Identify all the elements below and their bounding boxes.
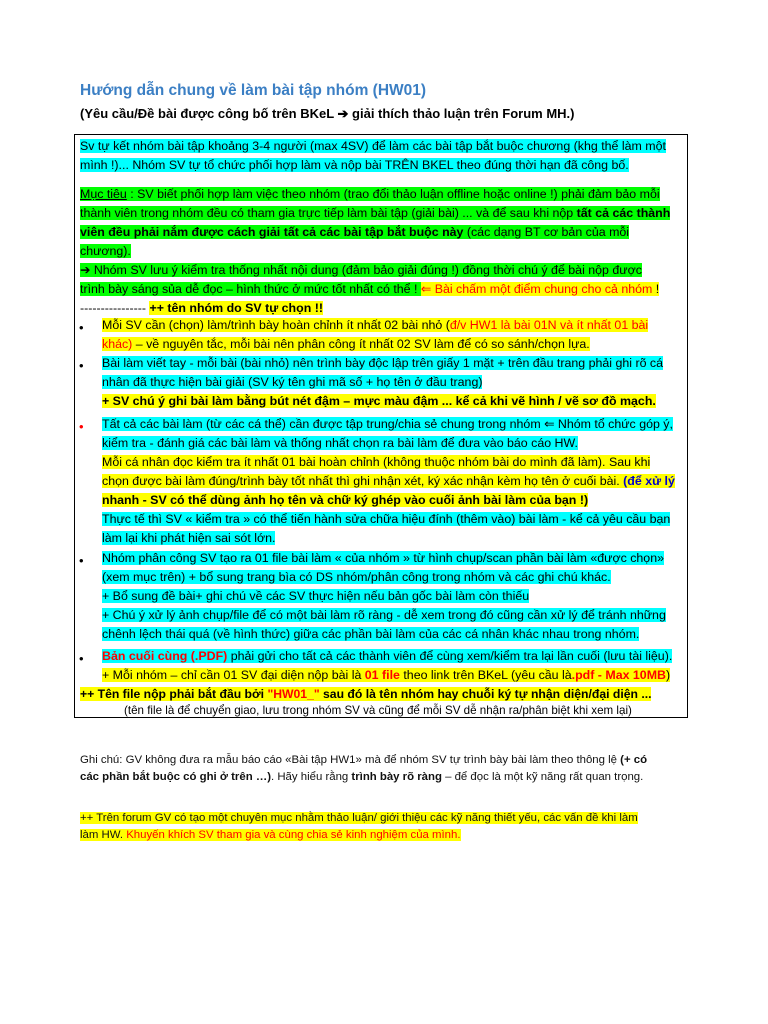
b1-line-1: Mỗi SV cần (chọn) làm/trình bày hoàn chỉnh ít nhất 02 bài nhỏ ( xyxy=(102,318,450,332)
filename-rule xyxy=(80,686,690,703)
footnote-1b: (+ có xyxy=(620,754,648,766)
b5-line-1: phải gửi cho tất cả các thành viên để cùng xem/kiểm tra lại lần cuối (lưu tài liệu). xyxy=(227,649,673,663)
footnote xyxy=(80,752,700,786)
b1-line-2-red: khác) xyxy=(102,337,133,351)
b1-line-2: – về nguyên tắc, mỗi bài nên phân công ít nhất 02 SV làm để có so sánh/chọn lựa. xyxy=(132,337,590,351)
goal-line-6a: ---------------- xyxy=(80,301,150,315)
b4-line-5: chênh lệch thái quá (về hình thức) giữa các phần bài làm của các cá nhân khác nhau trong nhóm. xyxy=(102,627,640,641)
final-version-label: Bản cuối cùng (.PDF) xyxy=(102,649,228,663)
b2-line-1: Bài làm viết tay - mỗi bài (bài nhỏ) nên trình bày độc lập trên giấy 1 mặt + trên đầu trang phải ghi rõ cá xyxy=(102,356,663,370)
b2-line-2: nhân đã thực hiện bài giải (SV ký tên ghi mã số + họ tên ở đầu trang) xyxy=(102,375,483,389)
b3-line-2: kiểm tra - đánh giá các bài làm và thống nhất chọn ra bài làm để đưa vào báo cáo HW. xyxy=(102,436,578,450)
b3-line-1: Tất cả các bài làm (từ các cá thể) cần được tập trung/chia sẻ chung trong nhóm ⇐ Nhóm tổ chức góp ý, xyxy=(102,417,673,431)
b4-line-1: Nhóm phân công SV tạo ra 01 file bài làm « của nhóm » từ hình chụp/scan phần bài làm «được chọn» xyxy=(102,551,664,565)
b1-line-1-red: đ/v HW1 là bài 01N và ít nhất 01 bài xyxy=(449,318,649,332)
forum-line-2a: làm HW. xyxy=(80,829,127,841)
group-name-note: ++ tên nhóm do SV tự chọn !! xyxy=(149,301,323,315)
b5-pdf-limit: .pdf - Max 10MB xyxy=(571,668,666,682)
goal-paragraph xyxy=(80,185,682,318)
bullet-icon: • xyxy=(79,358,84,373)
b4-line-2: (xem mục trên) + bổ sung trang bìa có DS nhóm/phân công trong nhóm và các ghi chú khác. xyxy=(102,570,611,584)
intro-line-1: Sv tự kết nhóm bài tập khoảng 3-4 người (max 4SV) để làm các bài tập bắt buộc chương (khg thể làm một xyxy=(80,139,666,153)
b5-one-file: 01 file xyxy=(364,668,400,682)
b2-line-3: + SV chú ý ghi bài làm bằng bút nét đậm – mực màu đậm ... kể cả khi vẽ hình / vẽ sơ đồ mạch. xyxy=(102,394,656,408)
goal-line-1: : SV biết phối hợp làm việc theo nhóm (trao đổi thảo luận offline hoặc online !) phải đảm bảo mỗi xyxy=(126,187,660,201)
filename-note: (tên file là để chuyển giao, lưu trong nhóm SV và cũng để mỗi SV dễ nhận ra/phân biệt khi xem lại) xyxy=(124,704,632,717)
b3-line-5: nhanh - SV có thể dùng ảnh họ tên và chữ ký ghép vào cuối ảnh bài làm của bạn !) xyxy=(102,493,589,507)
goal-line-2a: thành viên trong nhóm đều có tham gia trực tiếp làm bài tập (giải bài) ... và để sau khi nộp xyxy=(80,206,577,220)
b4-line-3: + Bổ sung đề bài+ ghi chú về các SV thực hiện nếu bản gốc bài làm còn thiếu xyxy=(102,589,530,603)
bullet-5 xyxy=(102,647,684,685)
goal-line-4: ➔ Nhóm SV lưu ý kiểm tra thống nhất nội dung (đảm bảo giải đúng !) đồng thời chú ý để bài nộp được xyxy=(80,263,642,277)
b5-line-2c: ) xyxy=(665,668,671,682)
filename-code: "HW01_" xyxy=(267,687,320,701)
filename-pre: ++ Tên file nộp phải bắt đầu bởi xyxy=(80,687,268,701)
doc-title: Hướng dẫn chung về làm bài tập nhóm (HW01) xyxy=(80,82,427,99)
intro-paragraph xyxy=(80,137,682,175)
b3-line-7: làm lại khi phát hiện sai sót lớn. xyxy=(102,531,276,545)
goal-line-3b: (các dạng BT cơ bản của mỗi chương). xyxy=(80,225,630,258)
goal-line-5: trình bày sáng sủa dễ đọc – hình thức ở mức tốt nhất có thể ! xyxy=(80,282,421,296)
bullet-4 xyxy=(102,549,684,644)
b3-line-4-blue: (để xử lý xyxy=(623,474,675,488)
forum-line-2-red: Khuyến khích SV tham gia và cùng chia sẻ kinh nghiệm của mình. xyxy=(126,829,461,841)
goal-line-5-red: ⇐ Bài chấm một điểm chung cho cả nhóm xyxy=(420,282,653,296)
subtitle-post: giải thích thảo luận trên Forum MH.) xyxy=(348,106,575,121)
bullet-2 xyxy=(102,354,684,411)
doc-subtitle xyxy=(80,106,574,122)
bullet-3 xyxy=(102,415,684,548)
goal-line-2b: tất cả các thành xyxy=(576,206,671,220)
bullet-icon: • xyxy=(79,651,84,666)
goal-label: Mục tiêu xyxy=(80,187,127,201)
bullet-1 xyxy=(102,316,684,354)
b3-line-6: Thực tế thì SV « kiểm tra » có thể tiến hành sửa chữa hiệu đính (thêm vào) bài làm - kể cả yêu cầu bạn xyxy=(102,512,671,526)
b3-line-4: chọn được bài làm đúng/trình bày tốt nhất thì ghi nhận xét, ký xác nhận kèm họ tên ở cuối bài. xyxy=(102,474,624,488)
intro-line-2: mình !)... Nhóm SV tự tổ chức phối hợp làm và nộp bài TRÊN BKEL theo đúng thời hạn đã công bố. xyxy=(80,158,629,172)
goal-line-3a: viên đều phải nắm được cách giải tất cả các bài tập bắt buộc này xyxy=(80,225,464,239)
b3-line-3: Mỗi cá nhân đọc kiểm tra ít nhất 01 bài hoàn chỉnh (không thuộc nhóm bài do mình đã làm). Sau khi xyxy=(102,455,651,469)
footnote-2d: – để đọc là một kỹ năng rất quan trọng. xyxy=(441,771,644,783)
footnote-1a: Ghi chú: GV không đưa ra mẫu báo cáo «Bài tập HW1» mà để nhóm SV tự trình bày bài làm theo thông lệ xyxy=(80,754,621,766)
forum-note xyxy=(80,810,700,844)
filename-post: sau đó là tên nhóm hay chuỗi ký tự nhận diện/đại diện ... xyxy=(319,687,652,701)
footnote-2a: các phần bắt buộc có ghi ở trên …) xyxy=(80,771,271,783)
b4-line-4: + Chú ý xử lý ảnh chụp/file để có một bài làm rõ ràng - dễ xem trong đó cũng cần xử lý để tránh những xyxy=(102,608,666,622)
footnote-2c: trình bày rõ ràng xyxy=(351,771,442,783)
footnote-2b: . Hãy hiểu rằng xyxy=(271,771,352,783)
arrow-icon: ➔ xyxy=(337,106,349,121)
bullet-icon: • xyxy=(79,553,84,568)
b5-line-2b: theo link trên BKeL (yêu cầu là xyxy=(399,668,572,682)
subtitle-pre: (Yêu cầu/Đề bài được công bố trên BKeL xyxy=(80,106,338,121)
goal-line-5-end: ! xyxy=(652,282,660,296)
bullet-icon: • xyxy=(79,320,84,335)
b5-line-2a: + Mỗi nhóm – chỉ cần 01 SV đại diện nộp bài là xyxy=(102,668,365,682)
forum-line-1: ++ Trên forum GV có tạo một chuyên mục nhằm thảo luận/ giới thiệu các kỹ năng thiết yếu, các vấn đề khi làm xyxy=(80,812,638,824)
bullet-icon: • xyxy=(79,419,84,434)
